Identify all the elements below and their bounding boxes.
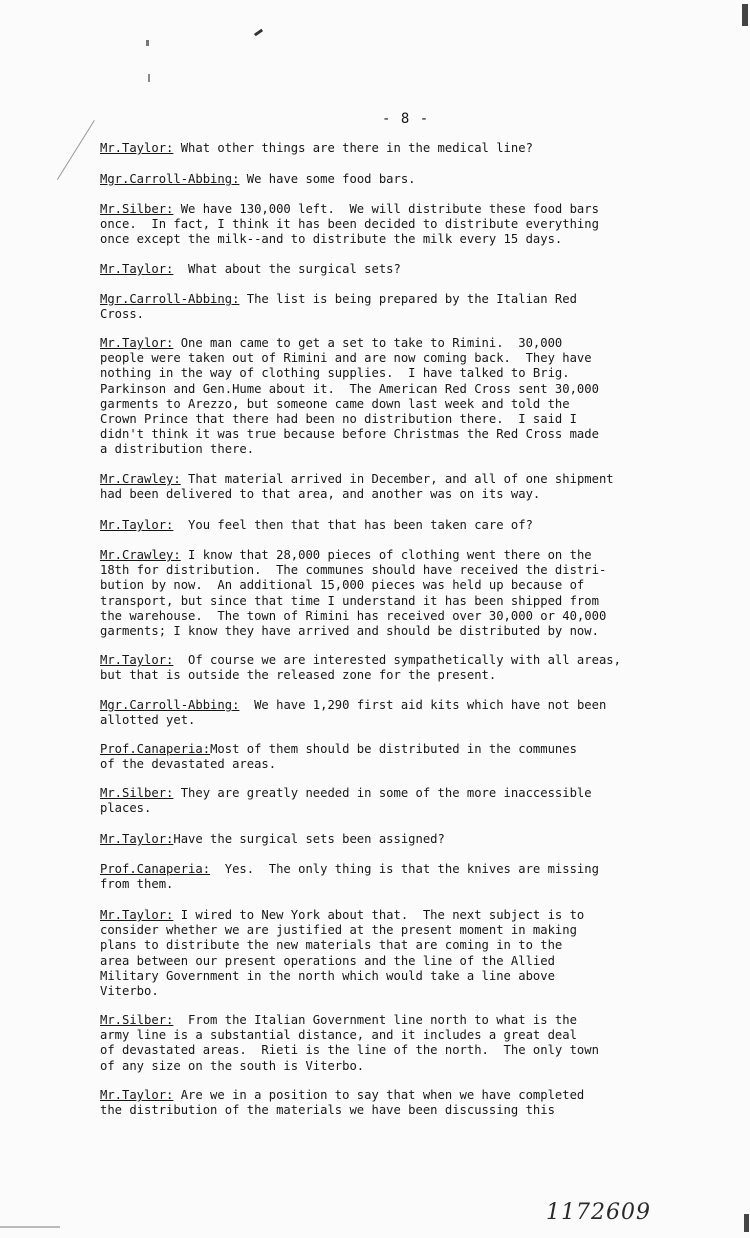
speaker-name: Mr.Taylor:: [100, 336, 174, 350]
speaker-name: Mr.Taylor:: [100, 832, 174, 846]
speech-text: What about the surgical sets?: [173, 262, 401, 276]
speech-text: Of course we are interested sympathetically with all areas, but that is outside the released zone for the present.: [100, 653, 621, 683]
transcript-paragraph: [100, 908, 720, 999]
speaker-name: Mr.Taylor:: [100, 908, 174, 922]
speech-text: We have 130,000 left. We will distribute these food bars once. In fact, I think it has been decided to distribute everything once except the milk--and to distribute the milk every 15 days.: [100, 202, 599, 247]
transcript-paragraph: [100, 832, 720, 847]
archive-number: 1172609: [546, 1200, 651, 1225]
speaker-name: Mr.Taylor:: [100, 262, 174, 276]
corner-mark: [744, 1214, 749, 1232]
speech-text: Have the surgical sets been assigned?: [173, 832, 445, 846]
speaker-name: Mr.Taylor:: [100, 1088, 174, 1102]
speaker-name: Mr.Taylor:: [100, 141, 174, 155]
speaker-name: Mr.Silber:: [100, 1013, 174, 1027]
transcript-paragraph: [100, 336, 720, 458]
speaker-name: Mgr.Carroll-Abbing:: [100, 292, 240, 306]
speech-text: Are we in a position to say that when we have completed the distribution of the materials we have been discussing this: [100, 1088, 585, 1118]
transcript-paragraph: [100, 1088, 720, 1118]
speech-text: We have 1,290 first aid kits which have not been allotted yet.: [100, 698, 607, 728]
transcript-paragraph: [100, 1013, 720, 1074]
transcript-paragraph: [100, 262, 720, 277]
speech-text: The list is being prepared by the Italian Red Cross.: [100, 292, 577, 322]
transcript-paragraph: [100, 472, 720, 502]
transcript-paragraph: [100, 518, 720, 533]
binder-hole-mark: [148, 74, 150, 82]
speech-text: From the Italian Government line north to what is the army line is a substantial distance, and it includes a great deal of devastated areas. Rieti is the line of the north. The only town of any size on the south is Viterbo.: [100, 1013, 599, 1073]
speech-text: You feel then that that has been taken care of?: [173, 518, 533, 532]
speaker-name: Prof.Canaperia:: [100, 742, 211, 756]
page-number: - 8 -: [382, 111, 430, 127]
transcript-paragraph: [100, 292, 720, 322]
margin-stroke: [57, 120, 95, 180]
speech-text: What other things are there in the medical line?: [173, 141, 533, 155]
speaker-name: Prof.Canaperia:: [100, 862, 211, 876]
speech-text: We have some food bars.: [239, 172, 416, 186]
transcript-paragraph: [100, 742, 720, 772]
transcript-paragraph: [100, 141, 720, 156]
speaker-name: Mr.Taylor:: [100, 653, 174, 667]
transcript-paragraph: [100, 548, 720, 639]
transcript-paragraph: [100, 786, 720, 816]
speech-text: Yes. The only thing is that the knives are missing from them.: [100, 862, 599, 892]
speech-text: That material arrived in December, and all of one shipment had been delivered to that area, and another was on its way.: [100, 472, 614, 502]
transcript-paragraph: [100, 653, 720, 683]
speaker-name: Mr.Silber:: [100, 786, 174, 800]
transcript-paragraph: [100, 172, 720, 187]
transcript-paragraph: [100, 862, 720, 892]
speech-text: One man came to get a set to take to Rimini. 30,000 people were taken out of Rimini and are now coming back. They have nothing in the way of clothing supplies. I have talked to Brig. Parkinson and Gen.Hume about it. The American Red Cross sent 30,000 garments to Arezzo, but someone came down last week and told the Crown Prince that there had been no distribution there. I said I didn't think it was true because before Christmas the Red Cross made a distribution there.: [100, 336, 599, 457]
speaker-name: Mr.Taylor:: [100, 518, 174, 532]
pen-mark: [254, 29, 263, 37]
speaker-name: Mr.Silber:: [100, 202, 174, 216]
speech-text: I know that 28,000 pieces of clothing went there on the 18th for distribution. The communes should have received the distri- bution by now. An additional 15,000 pieces was held up because of transport, but since that time I understand it has been shipped from the warehouse. The town of Rimini has received over 30,000 or 40,000 garments; I know they have arrived and should be distributed by now.: [100, 548, 607, 639]
binder-hole-mark: [146, 40, 149, 46]
speaker-name: Mgr.Carroll-Abbing:: [100, 172, 240, 186]
corner-mark: [742, 4, 748, 26]
transcript-paragraph: [100, 698, 720, 728]
transcript-paragraph: [100, 202, 720, 248]
speaker-name: Mr.Crawley:: [100, 548, 181, 562]
speech-text: I wired to New York about that. The next subject is to consider whether we are justified at the present moment in making plans to distribute the new materials that are coming in to the area between our present operations and the line of the Allied Military Government in the north which would take a line above Viterbo.: [100, 908, 585, 999]
speech-text: They are greatly needed in some of the more inaccessible places.: [100, 786, 592, 816]
speech-text: Most of them should be distributed in the communes of the devastated areas.: [100, 742, 577, 772]
speaker-name: Mr.Crawley:: [100, 472, 181, 486]
speaker-name: Mgr.Carroll-Abbing:: [100, 698, 240, 712]
corner-mark: [0, 1226, 60, 1228]
